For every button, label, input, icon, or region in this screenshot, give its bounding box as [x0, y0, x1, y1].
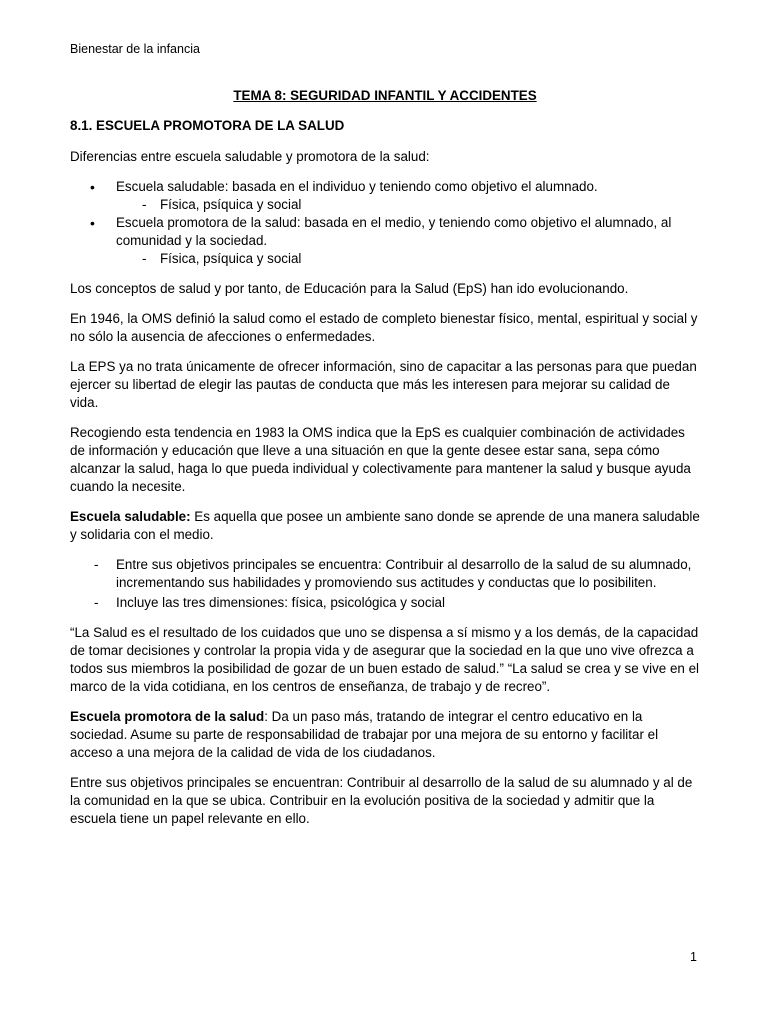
list-item-text: Incluye las tres dimensiones: física, psicológica y social — [116, 595, 445, 610]
list-item-text: Escuela saludable: basada en el individuo y teniendo como objetivo el alumnado. — [116, 179, 598, 194]
dash-icon: - — [94, 557, 99, 572]
list-item — [70, 556, 700, 592]
running-header: Bienestar de la infancia — [70, 42, 200, 56]
definition-escuela-promotora: : Da un paso más, tratando de integrar el centro educativo en la sociedad. Asume su parte de responsabilidad de trabajar por una mejora de su entorno y facilitar el acceso a una mejora de la calidad de vida de los ciudadanos. — [70, 709, 659, 760]
list-item — [70, 214, 700, 250]
list-item-text: Entre sus objetivos principales se encuentra: Contribuir al desarrollo de la salud de su alumnado, incrementando sus habilidades y promoviendo sus actitudes y conductas que lo posibiliten. — [116, 557, 692, 590]
bullet-icon: • — [90, 179, 95, 195]
dash-icon: - — [94, 595, 99, 610]
list-item-text: Escuela promotora de la salud: basada en el medio, y teniendo como objetivo el alumnado, al comunidad y la sociedad. — [116, 215, 672, 248]
differences-list — [70, 178, 700, 268]
paragraph-eps-evolution: Los conceptos de salud y por tanto, de Educación para la Salud (EpS) han ido evolucionando. — [70, 281, 629, 296]
sub-list-item-text: Física, psíquica y social — [160, 251, 302, 266]
list-item — [70, 178, 700, 196]
paragraph-escuela-promotora — [70, 708, 700, 762]
saludable-objectives-list — [70, 556, 700, 612]
paragraph-oms-1983: Recogiendo esta tendencia en 1983 la OMS indica que la EpS es cualquier combinación de actividades de información y educación que lleve a una situación en que la gente desee estar sana, sepa cómo alcanzar la salud, haga lo que pueda individual y colectivamente para mantener la salud y busque ayuda cuando la necesite. — [70, 425, 691, 494]
paragraph-eps-capacitar: La EPS ya no trata únicamente de ofrecer información, sino de capacitar a las personas para que puedan ejercer su libertad de elegir las pautas de conducta que más les interesen para mejorar su calidad de vida. — [70, 359, 697, 410]
paragraph-escuela-saludable — [70, 508, 700, 544]
dash-icon: - — [142, 197, 147, 212]
term-escuela-promotora: Escuela promotora de la salud — [70, 709, 265, 724]
term-escuela-saludable: Escuela saludable: — [70, 509, 191, 524]
definition-escuela-saludable: Es aquella que posee un ambiente sano donde se aprende de una manera saludable y solidaria con el medio. — [70, 509, 700, 542]
sub-list-item — [70, 196, 700, 214]
page-number: 1 — [690, 950, 697, 964]
sub-list-item — [70, 250, 700, 268]
dash-icon: - — [142, 251, 147, 266]
paragraph-oms-1946: En 1946, la OMS definió la salud como el estado de completo bienestar físico, mental, espiritual y social y no sólo la ausencia de afecciones o enfermedades. — [70, 311, 698, 344]
quote-paragraph: “La Salud es el resultado de los cuidados que uno se dispensa a sí mismo y a los demás, de la capacidad de tomar decisiones y controlar la propia vida y de asegurar que la sociedad en la que uno vive ofrezca a todos sus miembros la posibilidad de gozar de un buen estado de salud.” “La salud se crea y se vive en el marco de la vida cotidiana, en los centros de enseñanza, de trabajo y de recreo”. — [70, 625, 699, 694]
intro-paragraph: Diferencias entre escuela saludable y promotora de la salud: — [70, 149, 430, 164]
document-title: TEMA 8: SEGURIDAD INFANTIL Y ACCIDENTES — [233, 88, 537, 103]
section-heading: 8.1. ESCUELA PROMOTORA DE LA SALUD — [70, 118, 345, 133]
document-body — [70, 87, 700, 840]
list-item — [70, 594, 700, 612]
paragraph-objectives: Entre sus objetivos principales se encuentran: Contribuir al desarrollo de la salud de su alumnado y al de la comunidad en la que se ubica. Contribuir en la evolución positiva de la sociedad y admitir que la escuela tiene un papel relevante en ello. — [70, 775, 693, 826]
sub-list-item-text: Física, psíquica y social — [160, 197, 302, 212]
bullet-icon: • — [90, 215, 95, 231]
